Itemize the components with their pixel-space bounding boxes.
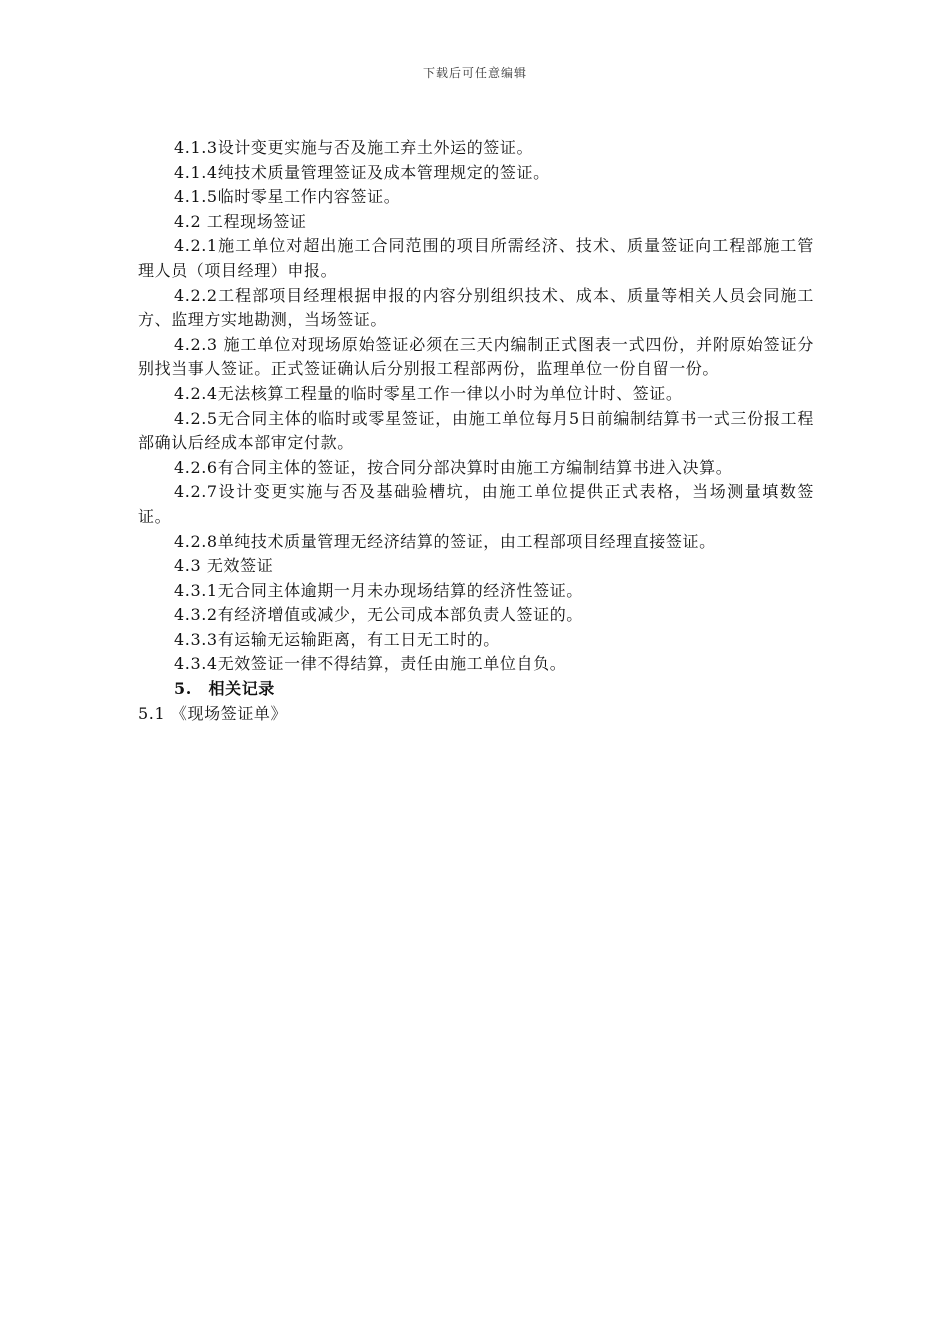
paragraph-4-3-3: 4.3.3有运输无运输距离，有工日无工时的。 <box>174 629 500 649</box>
section-5-title: 5. 相关记录 <box>174 679 275 699</box>
paragraph-4-1-3: 4.1.3设计变更实施与否及施工弃土外运的签证。 <box>174 138 534 157</box>
paragraph-4-1-5: 4.1.5临时零星工作内容签证。 <box>174 187 401 207</box>
paragraph-4-2-6: 4.2.6有合同主体的签证，按合同分部决算时由施工方编制结算书进入决算。 <box>174 457 733 477</box>
paragraph-4-2-7: 4.2.7设计变更实施与否及基础验槽坑，由施工单位提供正式表格，当场测量填数签证。 <box>138 482 814 526</box>
paragraph-4-2-1: 4.2.1施工单位对超出施工合同范围的项目所需经济、技术、质量签证向工程部施工管理人员（项目经理）申报。 <box>138 236 814 280</box>
heading-4-3: 4.3 无效签证 <box>174 556 274 576</box>
paragraph-4-3-2: 4.3.2有经济增值或减少，无公司成本部负责人签证的。 <box>174 605 583 625</box>
paragraph-4-2-3: 4.2.3 施工单位对现场原始签证必须在三天内编制正式图表一式四份，并附原始签证分别找当事人签证。正式签证确认后分别报工程部两份，监理单位一份自留一份。 <box>138 334 814 379</box>
document-body <box>138 136 814 726</box>
paragraph-4-2-8: 4.2.8单纯技术质量管理无经济结算的签证，由工程部项目经理直接签证。 <box>174 531 716 551</box>
paragraph-4-1-4: 4.1.4纯技术质量管理签证及成本管理规定的签证。 <box>174 162 550 182</box>
paragraph-4-2-4: 4.2.4无法核算工程量的临时零星工作一律以小时为单位计时、签证。 <box>174 383 683 403</box>
paragraph-4-3-1: 4.3.1无合同主体逾期一月未办现场结算的经济性签证。 <box>174 580 583 600</box>
paragraph-4-2-2: 4.2.2工程部项目经理根据申报的内容分别组织技术、成本、质量等相关人员会同施工方、监理方实地勘测，当场签证。 <box>138 285 814 330</box>
section-5-1-item: 5.1 《现场签证单》 <box>138 703 288 723</box>
heading-4-2: 4.2 工程现场签证 <box>174 211 307 231</box>
paragraph-4-3-4: 4.3.4无效签证一律不得结算，责任由施工单位自负。 <box>174 654 567 674</box>
page-header: 下载后可任意编辑 <box>422 66 527 80</box>
paragraph-4-2-5: 4.2.5无合同主体的临时或零星签证，由施工单位每月5日前编制结算书一式三份报工程部确认后经成本部审定付款。 <box>138 408 814 453</box>
